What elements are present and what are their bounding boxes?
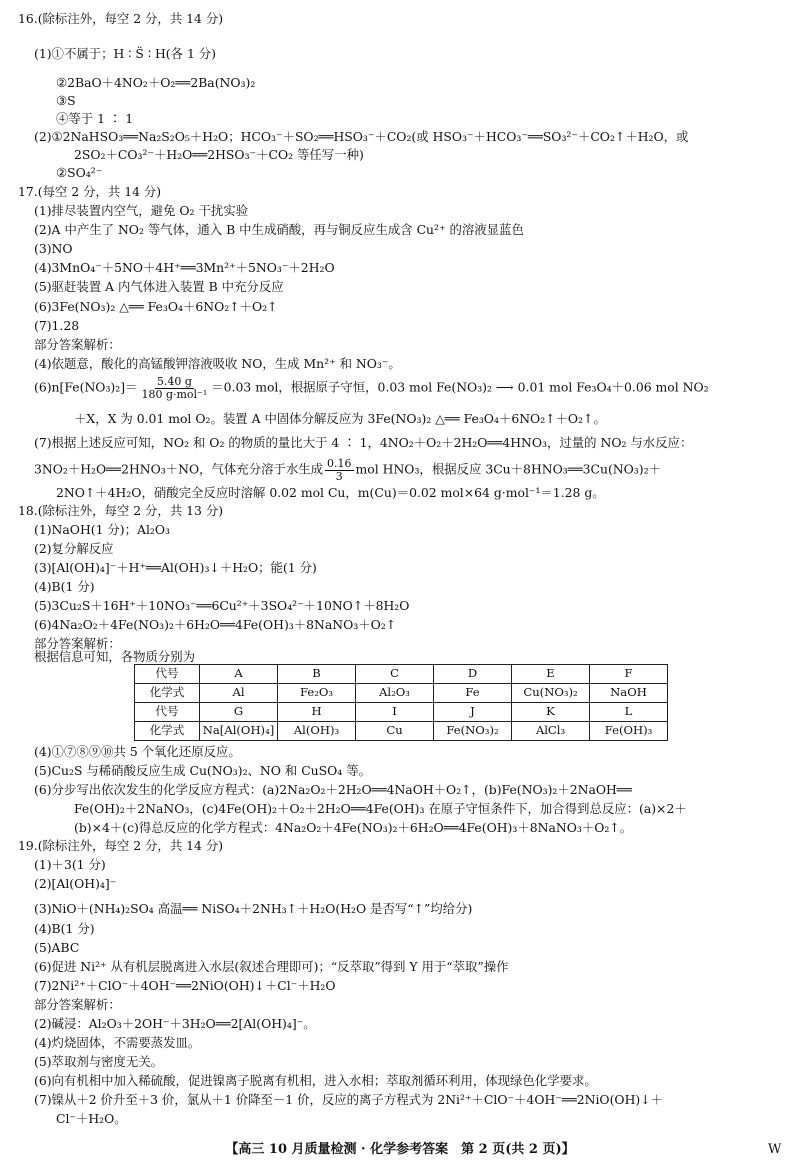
line-q19-exp4: (4)灼烧固体，不需要蒸发皿。 — [34, 1035, 201, 1050]
table-cell: Cu — [356, 722, 434, 741]
table-cell: J — [434, 703, 512, 722]
table-cell: A — [200, 665, 278, 684]
table-cell: Fe(NO₃)₂ — [434, 722, 512, 741]
table-cell: B — [278, 665, 356, 684]
hno3-fraction: $\frac{0.16}{3}$ — [327, 457, 352, 483]
mass-fraction: $\frac{5.40 g}{\text{180 g·mol⁻¹}}$ — [141, 375, 208, 401]
line-q18-1: (1)NaOH(1 分)；Al₂O₃ — [34, 522, 171, 537]
page-footer: 【高三 10 月质量检测 · 化学参考答案 第 2 页(共 2 页)】 — [225, 1142, 575, 1157]
line-q17-exp4: (4)依题意，酸化的高锰酸钾溶液吸收 NO，生成 Mn²⁺ 和 NO₃⁻。 — [34, 356, 401, 371]
table-row-header: 化学式 — [135, 684, 200, 703]
line-q18-3: (3)[Al(OH)₄]⁻＋H⁺══Al(OH)₃↓＋H₂O；能(1 分) — [34, 560, 317, 575]
line-q17-4: (4)3MnO₄⁻＋5NO＋4H⁺══3Mn²⁺＋5NO₃⁻＋2H₂O — [34, 260, 335, 275]
line-q17-2: (2)A 中产生了 NO₂ 等气体，通入 B 中生成硝酸，再与铜反应生成含 Cu²⁺ 的溶液显蓝色 — [34, 222, 524, 237]
table-cell: Fe₂O₃ — [278, 684, 356, 703]
line-q19-6: (6)促进 Ni²⁺ 从有机层脱离进入水层(叙述合理即可)；“反萃取”得到 Y 用于“萃取”操作 — [34, 959, 509, 974]
line-q16-2-1: (2)①2NaHSO₃══Na₂S₂O₅＋H₂O；HCO₃⁻＋SO₂══HSO₃⁻＋CO₂(或 HSO₃⁻＋HCO₃⁻══SO₃²⁻＋CO₂↑＋H₂O，或 — [34, 129, 689, 144]
line-q18-header: 18.(除标注外，每空 2 分，共 13 分) — [18, 503, 224, 518]
table-cell: G — [200, 703, 278, 722]
line-q19-exp6: (6)向有机相中加入稀硫酸，促进镍离子脱离有机相，进入水相；萃取剂循环利用，体现绿色化学要求。 — [34, 1073, 597, 1088]
line-q19-partial: 部分答案解析： — [34, 997, 121, 1012]
line-q19-2: (2)[Al(OH)₄]⁻ — [34, 876, 117, 891]
line-q18-exp4: (4)①⑦⑧⑨⑩共 5 个氧化还原反应。 — [34, 744, 241, 759]
line-q19-3: (3)NiO＋(NH₄)₂SO₄ 高温══ NiSO₄＋2NH₃↑＋H₂O(H₂O 是否写“↑”均给分) — [34, 901, 473, 916]
table-cell: Al(OH)₃ — [278, 722, 356, 741]
line-q17-6: (6)3Fe(NO₃)₂ △══ Fe₃O₄＋6NO₂↑＋O₂↑ — [34, 299, 278, 314]
line-q18-partial: 部分答案解析： — [34, 636, 121, 651]
line-q19-1: (1)＋3(1 分) — [34, 857, 106, 872]
line-q17-3: (3)NO — [34, 241, 73, 256]
line-q16-1-4: ④等于 1 ∶ 1 — [56, 111, 134, 126]
line-q16-1-1: (1)①不属于；H ∶ S̈ ∶ H(各 1 分) — [34, 46, 217, 61]
table-cell: AlCl₃ — [512, 722, 590, 741]
line-q17-partial: 部分答案解析： — [34, 337, 121, 352]
line-q18-exp6c: (b)×4＋(c)得总反应的化学方程式：4Na₂O₂＋4Fe(NO₃)₂＋6H₂O══4Fe(OH)₃＋8NaNO₃＋O₂↑。 — [74, 820, 633, 835]
line-q19-exp5: (5)萃取剂与密度无关。 — [34, 1054, 164, 1069]
line-q17-5: (5)驱赶装置 A 内气体进入装置 B 中充分反应 — [34, 279, 284, 294]
line-q18-5: (5)3Cu₂S＋16H⁺＋10NO₃⁻══6Cu²⁺＋3SO₄²⁻＋10NO↑＋8H₂O — [34, 598, 410, 613]
table-cell: F — [590, 665, 668, 684]
line-q17-7: (7)1.28 — [34, 318, 80, 333]
table-cell: E — [512, 665, 590, 684]
table-row-header: 代号 — [135, 665, 200, 684]
line-q19-exp2: (2)碱浸：Al₂O₃＋2OH⁻＋3H₂O══2[Al(OH)₄]⁻。 — [34, 1016, 316, 1031]
line-q19-5: (5)ABC — [34, 940, 80, 955]
line-q17-1: (1)排尽装置内空气，避免 O₂ 干扰实验 — [34, 203, 249, 218]
corner-mark: W — [768, 1142, 782, 1157]
q17-explanation-6: (6)n[Fe(NO₃)₂]＝ $\frac{5.40 g}{\text{180 g·mol⁻¹}}$ ＝0.03 mol，根据原子守恒，0.03 mol Fe(NO₃)₂ ⟶ 0.01 mol Fe₃O₄＋0.06 mol NO₂ — [34, 375, 709, 401]
line-q19-header: 19.(除标注外，每空 2 分，共 14 分) — [18, 838, 224, 853]
q17-explanation-7b: 3NO₂＋H₂O══2HNO₃＋NO，气体充分溶于水生成 $\frac{0.16}{3}$ mol HNO₃，根据反应 3Cu＋8HNO₃══3Cu(NO₃)₂＋ — [34, 457, 661, 483]
line-q19-7: (7)2Ni²⁺＋ClO⁻＋4OH⁻══2NiO(OH)↓＋Cl⁻＋H₂O — [34, 978, 336, 993]
table-cell: C — [356, 665, 434, 684]
line-q18-exp6b: Fe(OH)₂＋2NaNO₃，(c)4Fe(OH)₂＋O₂＋2H₂O══4Fe(OH)₃ 在原子守恒条件下，加合得到总反应：(a)×2＋ — [74, 801, 687, 816]
table-cell: Fe(OH)₃ — [590, 722, 668, 741]
table-cell: Na[Al(OH)₄] — [200, 722, 278, 741]
table-cell: Cu(NO₃)₂ — [512, 684, 590, 703]
table-cell: K — [512, 703, 590, 722]
table-row — [135, 722, 668, 741]
table-cell: L — [590, 703, 668, 722]
line-q16-2-1b: 2SO₂＋CO₃²⁻＋H₂O══2HSO₃⁻＋CO₂ 等任写一种) — [74, 147, 364, 162]
line-q16-1-2: ②2BaO＋4NO₂＋O₂══2Ba(NO₃)₂ — [56, 75, 256, 90]
line-q18-info: 根据信息可知，各物质分别为 — [34, 649, 196, 664]
line-q18-6: (6)4Na₂O₂＋4Fe(NO₃)₂＋6H₂O══4Fe(OH)₃＋8NaNO₃＋O₂↑ — [34, 617, 397, 632]
line-q19-4: (4)B(1 分) — [34, 921, 95, 936]
line-q18-2: (2)复分解反应 — [34, 541, 114, 556]
species-table — [134, 664, 668, 741]
line-q17-exp7c: 2NO↑＋4H₂O，硝酸完全反应时溶解 0.02 mol Cu，m(Cu)＝0.02 mol×64 g·mol⁻¹＝1.28 g。 — [56, 485, 605, 500]
line-q17-exp6b: ＋X，X 为 0.01 mol O₂。装置 A 中固体分解反应为 3Fe(NO₃)₂ △══ Fe₃O₄＋6NO₂↑＋O₂↑。 — [74, 411, 606, 426]
table-cell: Al — [200, 684, 278, 703]
line-q16-1-3: ③S — [56, 93, 76, 108]
line-q18-exp6a: (6)分步写出依次发生的化学反应方程式：(a)2Na₂O₂＋2H₂O══4NaOH＋O₂↑，(b)Fe(NO₃)₂＋2NaOH══ — [34, 782, 632, 797]
table-cell: I — [356, 703, 434, 722]
table-cell: Al₂O₃ — [356, 684, 434, 703]
line-q19-exp7a: (7)镍从＋2 价升至＋3 价，氯从＋1 价降至－1 价，反应的离子方程式为 2Ni²⁺＋ClO⁻＋4OH⁻══2NiO(OH)↓＋ — [34, 1092, 663, 1107]
line-q18-exp5: (5)Cu₂S 与稀硝酸反应生成 Cu(NO₃)₂、NO 和 CuSO₄ 等。 — [34, 763, 371, 778]
table-row — [135, 665, 668, 684]
table-row-header: 化学式 — [135, 722, 200, 741]
line-q19-exp7b: Cl⁻＋H₂O。 — [56, 1111, 127, 1126]
table-cell: Fe — [434, 684, 512, 703]
table-row-header: 代号 — [135, 703, 200, 722]
table-cell: NaOH — [590, 684, 668, 703]
line-q18-4: (4)B(1 分) — [34, 579, 95, 594]
table-cell: H — [278, 703, 356, 722]
table-row — [135, 684, 668, 703]
line-q16-header: 16.(除标注外，每空 2 分，共 14 分) — [18, 11, 224, 26]
line-q17-header: 17.(每空 2 分，共 14 分) — [18, 184, 162, 199]
table-row — [135, 703, 668, 722]
line-q17-exp7a: (7)根据上述反应可知，NO₂ 和 O₂ 的物质的量比大于 4 ∶ 1，4NO₂＋O₂＋2H₂O══4HNO₃，过量的 NO₂ 与水反应： — [34, 435, 693, 450]
table-cell: D — [434, 665, 512, 684]
line-q16-2-2: ②SO₄²⁻ — [56, 165, 103, 180]
